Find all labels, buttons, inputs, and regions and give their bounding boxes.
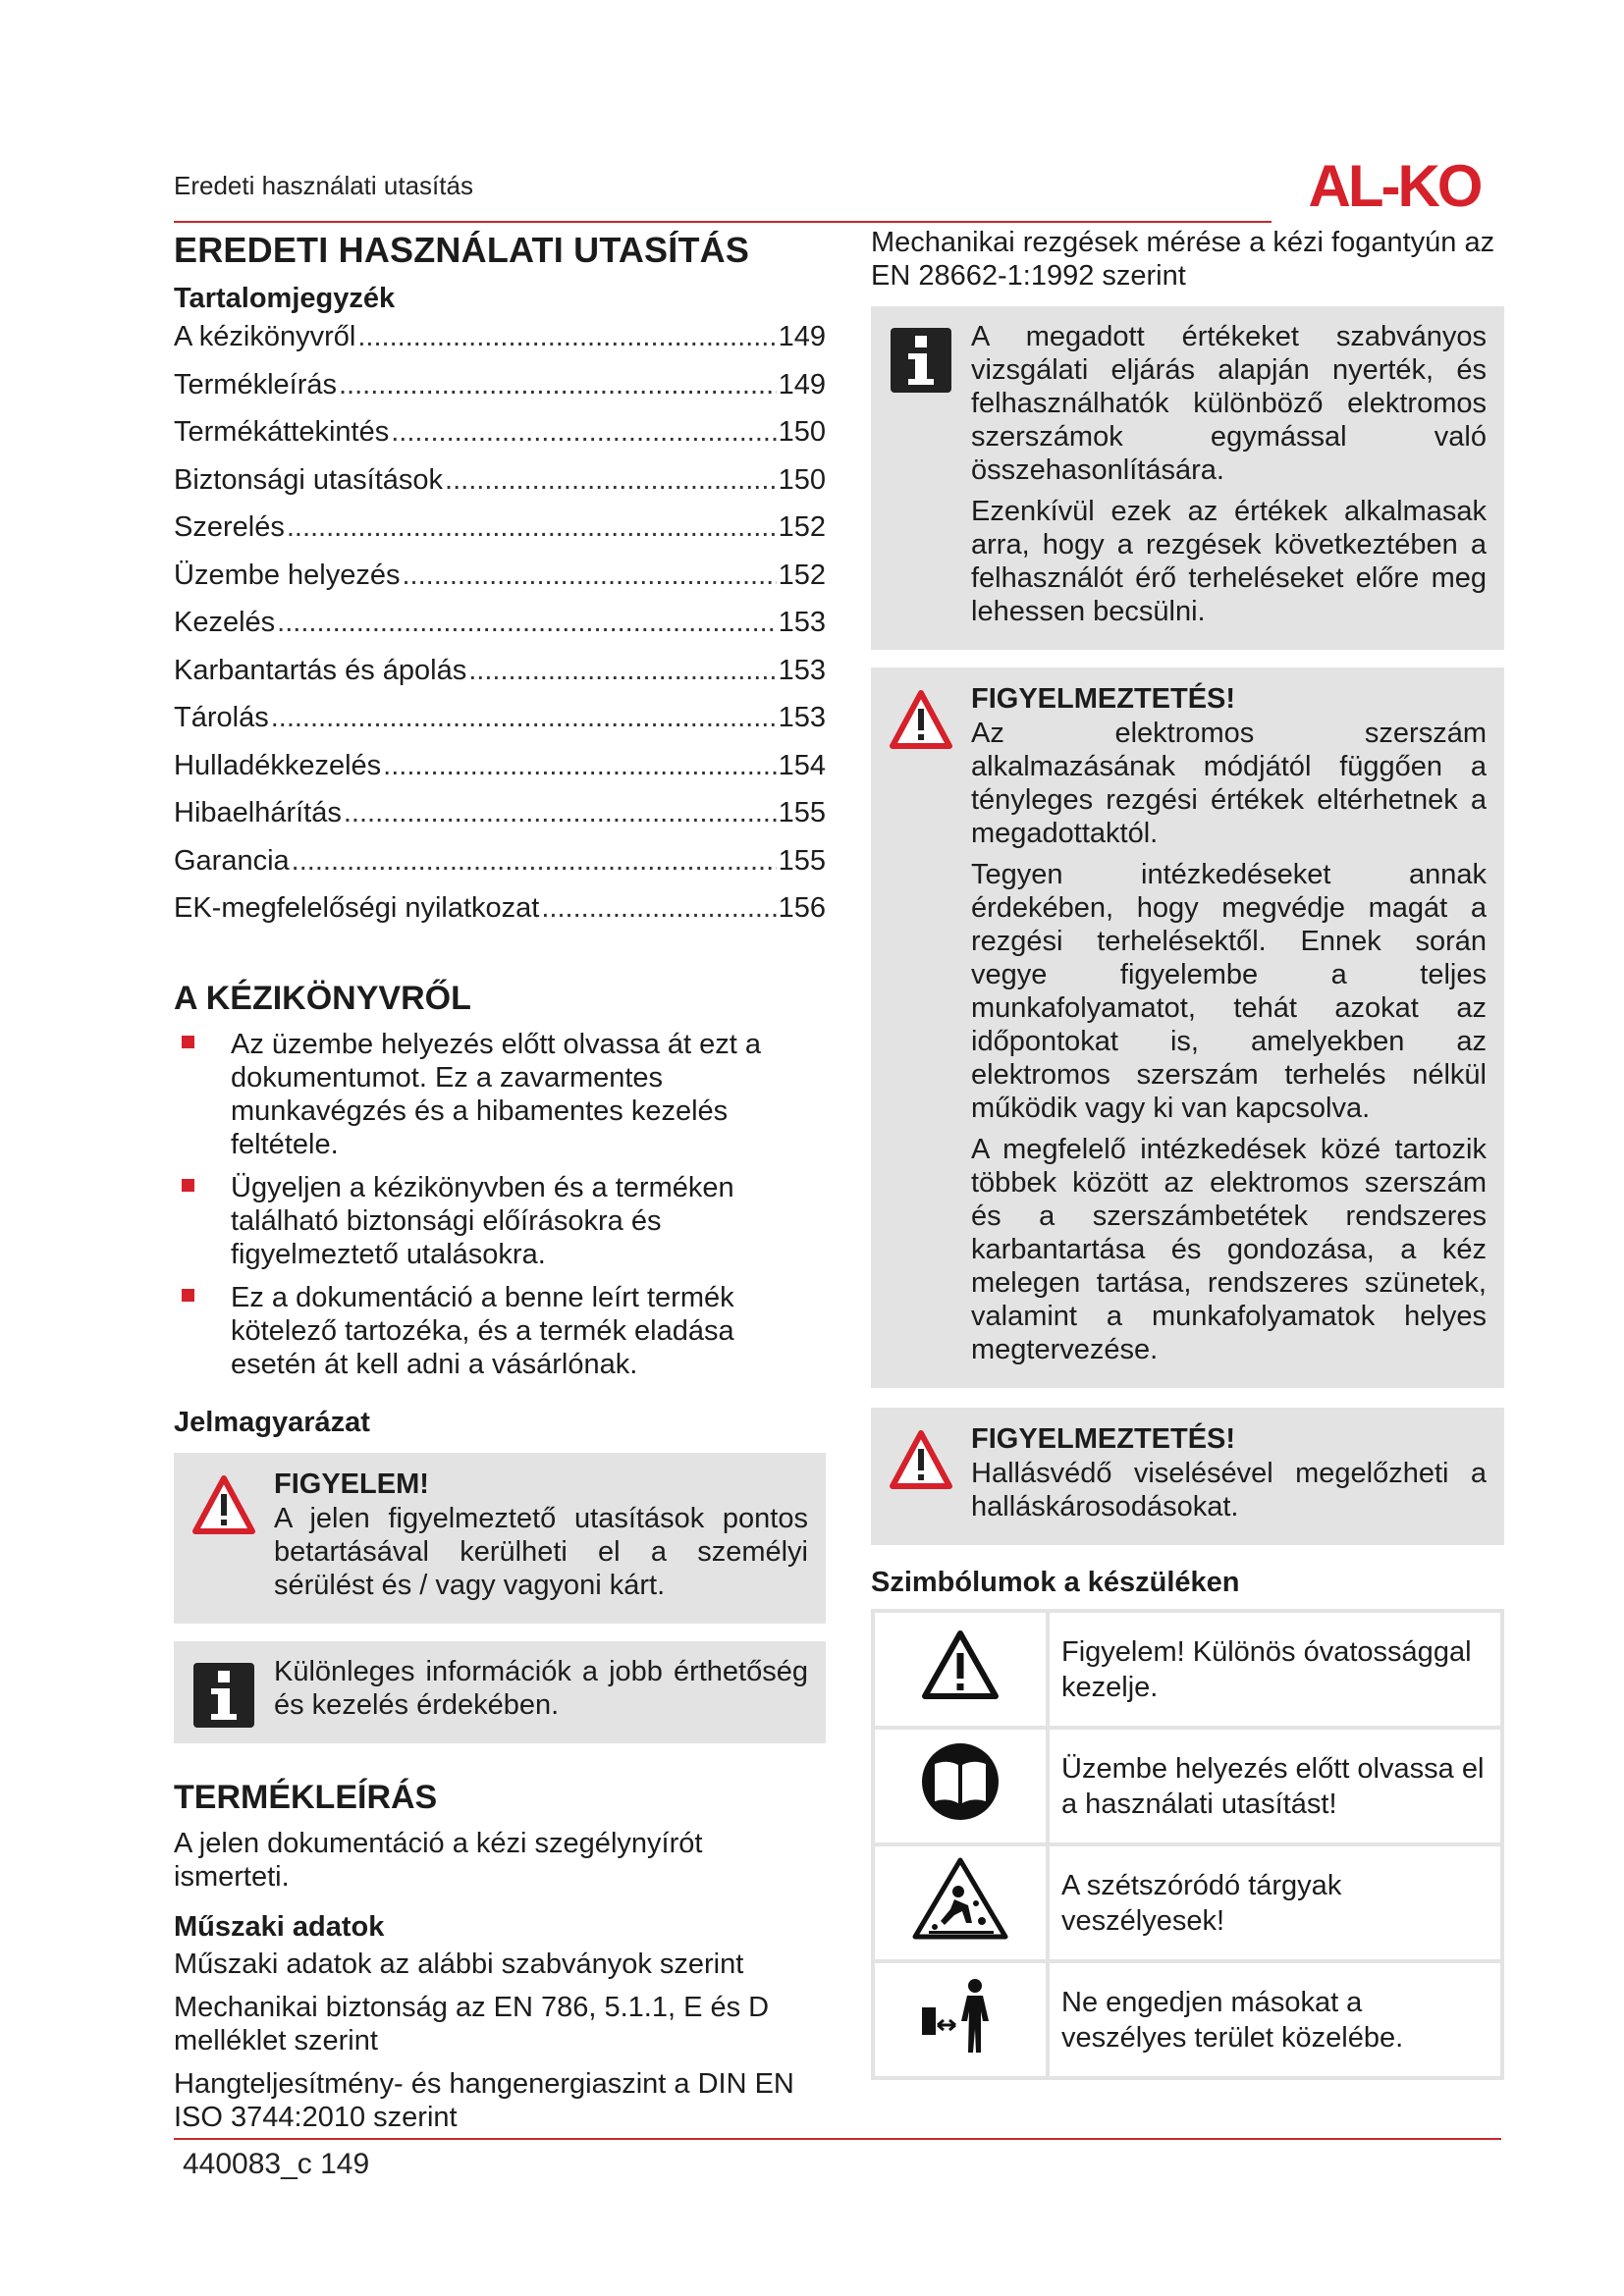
symbol-description: A szétszóródó tárgyak veszélyesek! — [1048, 1844, 1502, 1961]
al-ko-logo — [1286, 155, 1502, 216]
warning-triangle-icon — [889, 687, 953, 756]
toc-item[interactable]: Garancia ..... 155 — [174, 845, 826, 893]
toc-item[interactable]: EK-megfelelőségi nyilatkozat ..... 156 — [174, 892, 826, 940]
bullet-square-icon — [182, 1036, 194, 1048]
info-box — [871, 306, 1504, 650]
warning-triangle-icon — [919, 1628, 1001, 1702]
info-icon — [889, 326, 953, 395]
caution-box — [174, 1453, 826, 1624]
right-column — [871, 226, 1504, 2080]
manual-bullet-list — [174, 1028, 826, 1381]
table-row — [873, 1611, 1502, 1728]
read-manual-icon — [919, 1740, 1001, 1823]
info-box-text-1: A megadott értékeket szabványos vizsgálati eljárás alapján nyerték, és felhasználhatók különböző elektromos szerszámok egymással való összehasonlítására. — [971, 321, 1487, 486]
header-doc-label: Eredeti használati utasítás — [174, 171, 473, 200]
warning-title: FIGYELMEZTETÉS! — [971, 1423, 1236, 1455]
list-item: Ez a dokumentáció a benne leírt termék kötelező tartozéka, és a termék eladása esetén át kell adni a vásárlónak. — [174, 1281, 826, 1381]
info-box-text-2: Ezenkívül ezek az értékek alkalmasak arra, hogy a rezgések következtében a felhasználót érő terheléseket előre meg lehessen becsülni. — [971, 496, 1487, 627]
bullet-square-icon — [182, 1179, 194, 1192]
info-icon — [191, 1661, 256, 1730]
symbol-description: Figyelem! Különös óvatossággal kezelje. — [1048, 1611, 1502, 1728]
left-column — [174, 226, 826, 2144]
info-legend-text: Különleges információk a jobb érthetőség és kezelés érdekében. — [274, 1655, 808, 1721]
toc-item[interactable]: A kézikönyvről ..... 149 — [174, 321, 826, 369]
warning-title: FIGYELMEZTETÉS! — [971, 683, 1236, 715]
warning-triangle-icon — [191, 1472, 256, 1541]
toc-item[interactable]: Karbantartás és ápolás ..... 153 — [174, 655, 826, 703]
toc-item[interactable]: Hulladékkezelés ..... 154 — [174, 750, 826, 798]
legend-heading: Jelmagyarázat — [174, 1406, 370, 1438]
toc-item[interactable]: Biztonsági utasítások ..... 150 — [174, 464, 826, 512]
toc-item[interactable]: Hibaelhárítás ..... 155 — [174, 797, 826, 845]
header-divider — [174, 221, 1272, 223]
list-item: Az üzembe helyezés előtt olvassa át ezt a dokumentumot. Ez a zavarmentes munkavégzés és a hibamentes kezelés feltétele. — [174, 1028, 826, 1161]
toc-item[interactable]: Üzembe helyezés ..... 152 — [174, 560, 826, 608]
tech-data-heading: Műszaki adatok — [174, 1910, 385, 1943]
warning-triangle-icon — [889, 1427, 953, 1496]
section-heading-manual: A KÉZIKÖNYVRŐL — [174, 979, 471, 1017]
toc-item[interactable]: Kezelés ..... 153 — [174, 607, 826, 655]
warning-box-vibration — [871, 667, 1504, 1388]
table-row — [873, 1961, 1502, 2078]
warning-text-1: Az elektromos szerszám alkalmazásának módjától függően a tényleges rezgési értékek eltérhetnek a megadottaktól. — [971, 718, 1487, 849]
tech-line: Hangteljesítmény- és hangenergiaszint a DIN EN ISO 3744:2010 szerint — [174, 2067, 794, 2133]
toc-item[interactable]: Termékáttekintés ..... 150 — [174, 416, 826, 464]
svg-text:AL-KO: AL-KO — [1308, 155, 1481, 216]
symbol-description: Ne engedjen másokat a veszélyes terület közelébe. — [1048, 1961, 1502, 2078]
tech-line: Mechanikai biztonság az EN 786, 5.1.1, E és D melléklet szerint — [174, 1991, 770, 2056]
section-heading-product: TERMÉKLEÍRÁS — [174, 1778, 438, 1816]
caution-title: FIGYELEM! — [274, 1468, 429, 1500]
toc-heading: Tartalomjegyzék — [174, 283, 396, 314]
tech-line: Mechanikai rezgések mérése a kézi fogantyún az EN 28662-1:1992 szerint — [871, 227, 1495, 292]
toc-item[interactable]: Szerelés ..... 152 — [174, 511, 826, 560]
keep-distance-icon — [916, 1974, 1004, 2056]
warning-text-2: Tegyen intézkedéseket annak érdekében, hogy megvédje magát a rezgési terhelésektől. Ennek során vegye figyelembe a teljes munkafolyamatot, tehát azokat az időpontokat is, amelyekben az elektromos szerszám terhelés nélkül működik vagy ki van kapcsolva. — [971, 859, 1487, 1124]
warning-hearing-text: Hallásvédő viselésével megelőzheti a halláskárosodásokat. — [971, 1458, 1487, 1522]
caution-text: A jelen figyelmeztető utasítások pontos betartásával kerülheti el a személyi sérülést és / vagy vagyoni kárt. — [274, 1502, 808, 1601]
toc-item[interactable]: Termékleírás ..... 149 — [174, 369, 826, 417]
table-of-contents — [174, 321, 826, 940]
list-item: Ügyeljen a kézikönyvben és a terméken található biztonsági előírásokra és figyelmeztető utalásokra. — [174, 1171, 826, 1271]
warning-box-hearing — [871, 1408, 1504, 1545]
footer-divider — [174, 2138, 1501, 2140]
page-title: EREDETI HASZNÁLATI UTASÍTÁS — [174, 230, 750, 270]
bullet-square-icon — [182, 1289, 194, 1302]
info-legend-box — [174, 1641, 826, 1743]
tech-line: Műszaki adatok az alábbi szabványok szerint — [174, 1948, 744, 1980]
footer-doc-code: 440083_c 149 — [183, 2148, 370, 2180]
warning-text-3: A megfelelő intézkedések közé tartozik többek között az elektromos szerszám és a szerszámbetétek rendszeres karbantartása és gondozása, a kéz melegen tartása, rendszeres szünetek, valamint a munkafolyamatok helyes megtervezése. — [971, 1134, 1487, 1365]
symbol-description: Üzembe helyezés előtt olvassa el a használati utasítást! — [1048, 1728, 1502, 1844]
symbols-table — [871, 1609, 1504, 2080]
table-row — [873, 1728, 1502, 1844]
toc-item[interactable]: Tárolás ..... 153 — [174, 702, 826, 750]
flying-objects-icon — [911, 1856, 1009, 1941]
symbols-heading: Szimbólumok a készüléken — [871, 1567, 1240, 1598]
table-row — [873, 1844, 1502, 1961]
product-intro: A jelen dokumentáció a kézi szegélynyírót ismerteti. — [174, 1827, 703, 1893]
